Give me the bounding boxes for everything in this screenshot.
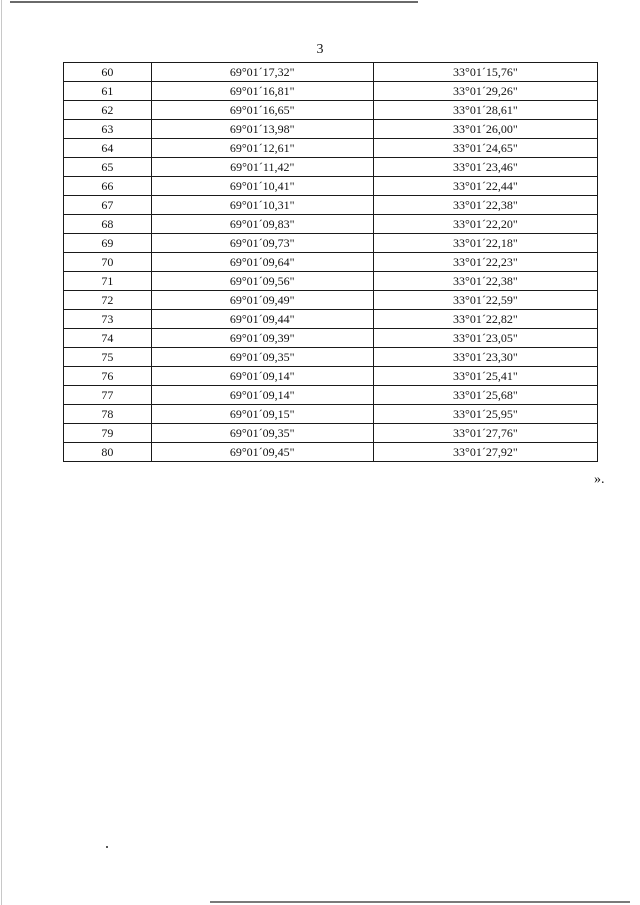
point-number-cell: 72 — [64, 291, 152, 310]
latitude-cell: 69°01´09,45" — [151, 443, 373, 462]
longitude-cell: 33°01´23,05" — [373, 329, 597, 348]
longitude-cell: 33°01´22,23" — [373, 253, 597, 272]
latitude-cell: 69°01´10,31" — [151, 196, 373, 215]
latitude-cell: 69°01´16,81" — [151, 82, 373, 101]
table-row — [64, 82, 598, 101]
coordinates-table-body — [64, 63, 598, 462]
latitude-cell: 69°01´16,65" — [151, 101, 373, 120]
point-number-cell: 70 — [64, 253, 152, 272]
point-number-cell: 73 — [64, 310, 152, 329]
table-row — [64, 424, 598, 443]
latitude-cell: 69°01´13,98" — [151, 120, 373, 139]
longitude-cell: 33°01´23,46" — [373, 158, 597, 177]
longitude-cell: 33°01´25,68" — [373, 386, 597, 405]
latitude-cell: 69°01´09,14" — [151, 367, 373, 386]
point-number-cell: 66 — [64, 177, 152, 196]
table-row — [64, 158, 598, 177]
point-number-cell: 65 — [64, 158, 152, 177]
page-number: 3 — [316, 42, 324, 57]
longitude-cell: 33°01´22,82" — [373, 310, 597, 329]
table-row — [64, 139, 598, 158]
latitude-cell: 69°01´09,14" — [151, 386, 373, 405]
longitude-cell: 33°01´22,44" — [373, 177, 597, 196]
point-number-cell: 74 — [64, 329, 152, 348]
table-row — [64, 253, 598, 272]
latitude-cell: 69°01´09,44" — [151, 310, 373, 329]
closing-quote-mark: ». — [594, 472, 605, 487]
point-number-cell: 76 — [64, 367, 152, 386]
latitude-cell: 69°01´09,49" — [151, 291, 373, 310]
scan-edge-top — [10, 1, 418, 3]
point-number-cell: 75 — [64, 348, 152, 367]
table-row — [64, 291, 598, 310]
scan-speck — [106, 846, 108, 848]
table-row — [64, 329, 598, 348]
table-row — [64, 196, 598, 215]
longitude-cell: 33°01´24,65" — [373, 139, 597, 158]
point-number-cell: 60 — [64, 63, 152, 82]
scan-edge-left — [1, 0, 2, 905]
table-row — [64, 405, 598, 424]
longitude-cell: 33°01´15,76" — [373, 63, 597, 82]
longitude-cell: 33°01´22,38" — [373, 272, 597, 291]
longitude-cell: 33°01´22,59" — [373, 291, 597, 310]
table-row — [64, 386, 598, 405]
latitude-cell: 69°01´17,32" — [151, 63, 373, 82]
latitude-cell: 69°01´09,39" — [151, 329, 373, 348]
latitude-cell: 69°01´09,35" — [151, 348, 373, 367]
point-number-cell: 61 — [64, 82, 152, 101]
latitude-cell: 69°01´10,41" — [151, 177, 373, 196]
longitude-cell: 33°01´23,30" — [373, 348, 597, 367]
table-row — [64, 367, 598, 386]
latitude-cell: 69°01´09,73" — [151, 234, 373, 253]
longitude-cell: 33°01´29,26" — [373, 82, 597, 101]
table-row — [64, 215, 598, 234]
latitude-cell: 69°01´09,56" — [151, 272, 373, 291]
table-row — [64, 443, 598, 462]
latitude-cell: 69°01´09,83" — [151, 215, 373, 234]
table-row — [64, 63, 598, 82]
longitude-cell: 33°01´26,00" — [373, 120, 597, 139]
longitude-cell: 33°01´22,18" — [373, 234, 597, 253]
latitude-cell: 69°01´12,61" — [151, 139, 373, 158]
scan-edge-bottom — [210, 901, 630, 903]
table-row — [64, 177, 598, 196]
point-number-cell: 69 — [64, 234, 152, 253]
latitude-cell: 69°01´09,15" — [151, 405, 373, 424]
table-row — [64, 310, 598, 329]
latitude-cell: 69°01´11,42" — [151, 158, 373, 177]
longitude-cell: 33°01´25,95" — [373, 405, 597, 424]
point-number-cell: 78 — [64, 405, 152, 424]
longitude-cell: 33°01´22,38" — [373, 196, 597, 215]
point-number-cell: 71 — [64, 272, 152, 291]
point-number-cell: 77 — [64, 386, 152, 405]
table-row — [64, 234, 598, 253]
longitude-cell: 33°01´28,61" — [373, 101, 597, 120]
table-row — [64, 101, 598, 120]
point-number-cell: 68 — [64, 215, 152, 234]
point-number-cell: 63 — [64, 120, 152, 139]
longitude-cell: 33°01´27,92" — [373, 443, 597, 462]
table-row — [64, 348, 598, 367]
latitude-cell: 69°01´09,64" — [151, 253, 373, 272]
point-number-cell: 79 — [64, 424, 152, 443]
point-number-cell: 62 — [64, 101, 152, 120]
longitude-cell: 33°01´27,76" — [373, 424, 597, 443]
latitude-cell: 69°01´09,35" — [151, 424, 373, 443]
table-row — [64, 120, 598, 139]
point-number-cell: 64 — [64, 139, 152, 158]
longitude-cell: 33°01´25,41" — [373, 367, 597, 386]
table-row — [64, 272, 598, 291]
longitude-cell: 33°01´22,20" — [373, 215, 597, 234]
point-number-cell: 80 — [64, 443, 152, 462]
coordinates-table — [63, 62, 598, 462]
point-number-cell: 67 — [64, 196, 152, 215]
